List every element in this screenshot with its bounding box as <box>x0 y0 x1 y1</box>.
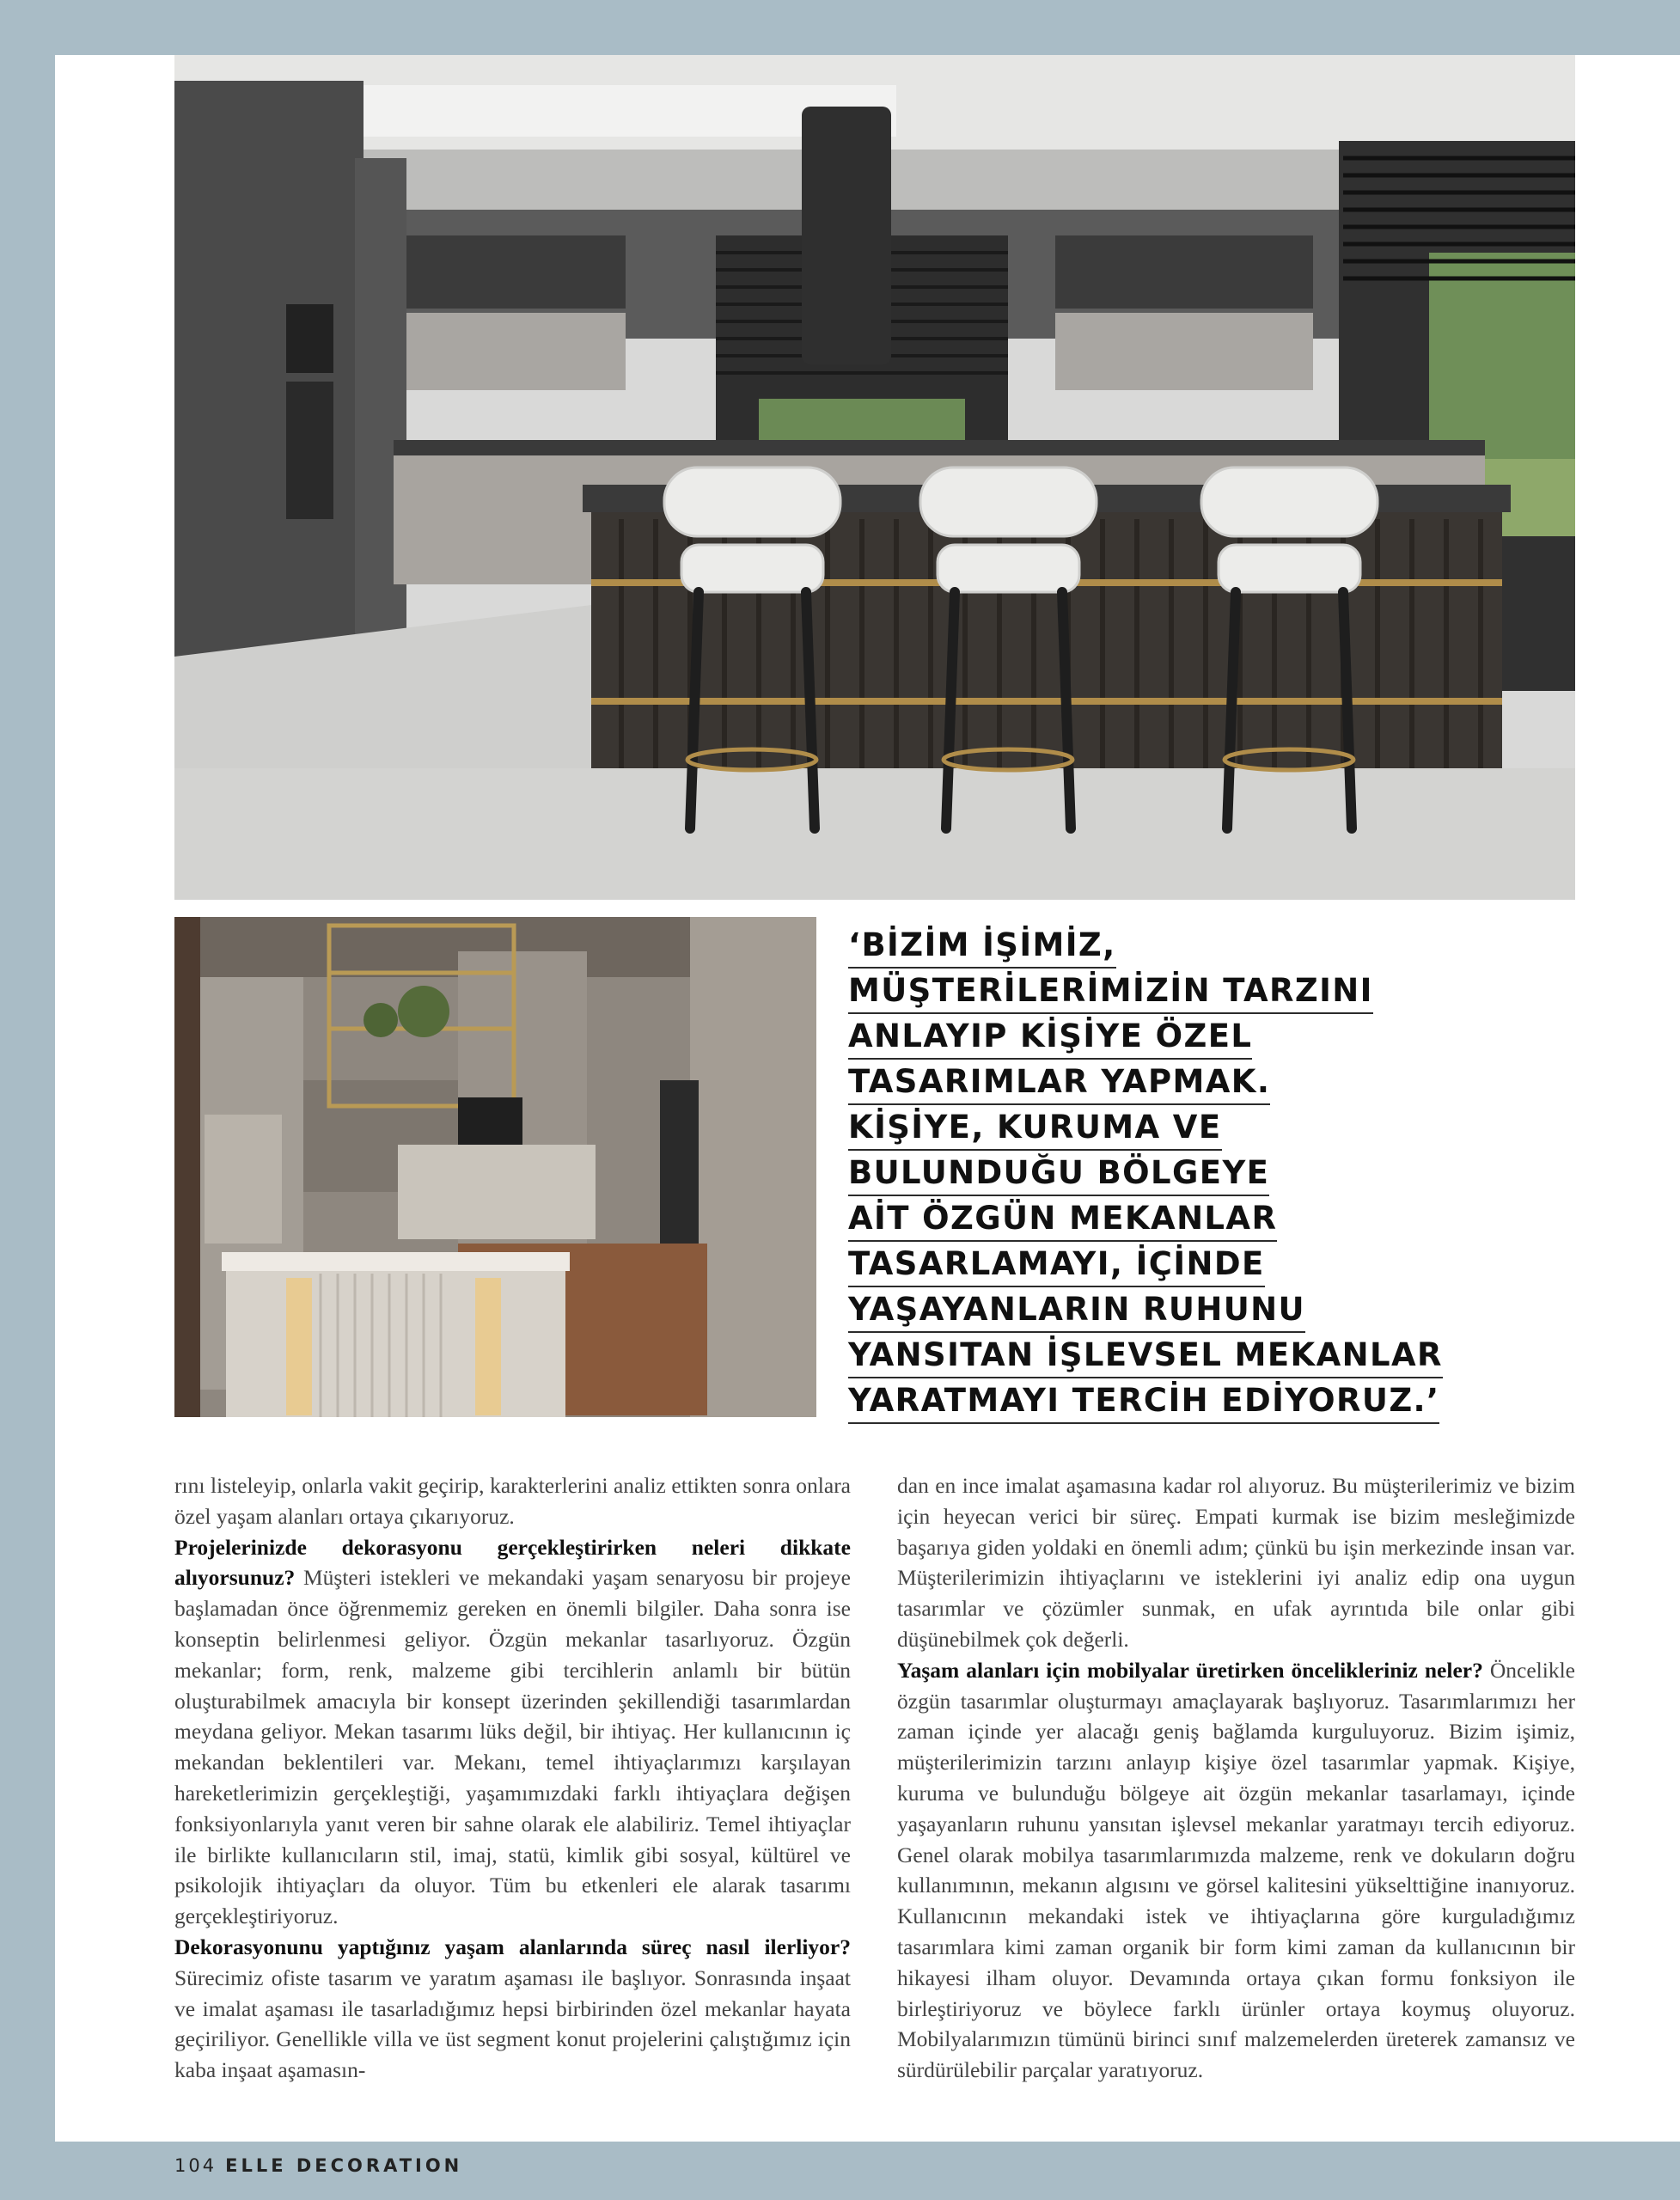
secondary-kitchen-photo <box>174 917 816 1417</box>
pull-quote-line: MÜŞTERİLERİMİZİN TARZINI <box>848 969 1518 1014</box>
pull-quote-line: ANLAYIP KİŞİYE ÖZEL <box>848 1014 1518 1060</box>
body-paragraph: dan en ince imalat aşamasına kadar rol alıyoruz. Bu müşterilerimiz ve bizim için heyecan verici bir süreç. Empati kurmak ise bizim mesleğimizde başarıya giden yoldaki en önemli adım; çünkü bu işin merkezinde insan var. Müşterilerimizin ihtiyaçlarını ve isteklerini iyi analiz edip ona uygun tasarımlar ve çözümler sunmak, en ufak ayrıntıda bile onlar gibi düşünebilmek çok değerli. <box>897 1473 1575 1652</box>
pull-quote-line: AİT ÖZGÜN MEKANLAR <box>848 1196 1518 1242</box>
qa-block <box>897 1655 1575 2086</box>
pull-quote-line: BULUNDUĞU BÖLGEYE <box>848 1151 1518 1196</box>
pull-quote-line: YANSITAN İŞLEVSEL MEKANLAR <box>848 1333 1518 1378</box>
qa-block <box>174 1932 851 2086</box>
pull-quote-line: ‘BİZİM İŞİMİZ, <box>848 923 1518 969</box>
body-paragraph: rını listeleyip, onlarla vakit geçirip, karakterlerini analiz ettikten sonra onlara özel yaşam alanları ortaya çıkarıyoruz. <box>174 1473 851 1529</box>
pull-quote-line: TASARLAMAYI, İÇİNDE <box>848 1242 1518 1287</box>
interview-question: Yaşam alanları için mobilyalar üretirken öncelikleriniz neler? <box>897 1657 1483 1683</box>
pull-quote-line: YAŞAYANLARIN RUHUNU <box>848 1287 1518 1333</box>
interview-answer: Müşteri istekleri ve mekandaki yaşam senaryosu bir projeye başlamadan önce öğrenmemiz gereken en önemli bilgiler. Daha sonra ise konseptin belirlenmesi geliyor. Özgün mekanlar tasarlıyoruz. Özgün mekanlar; form, renk, malzeme gibi tercihlerin anlamlı bir bütün oluşturabilmek amacıyla bir konsept üzerinden şekillendiği tasarımlardan meydana geliyor. Mekan tasarımı lüks değil, bir ihtiyaç. Her kullanıcının iç mekandan beklentileri var. Mekanı, temel ihtiyaçlarımızı karşılayan hareketlerimizin gerçekleştiği, yaşamımızdaki farklı ihtiyaçlara değişen fonksiyonlarıyla yanıt veren bir sahne olarak ele alabiliriz. Temel ihtiyaçlar ile birlikte kullanıcıların stil, imaj, statü, kimlik gibi sosyal, kültürel ve psikolojik ihtiyaçları da oluyor. Tüm bu etkenleri ele alarak tasarımı gerçekleştiriyoruz. <box>174 1565 852 1929</box>
body-column-left <box>174 1470 851 2086</box>
pull-quote-line: TASARIMLAR YAPMAK. <box>848 1060 1518 1105</box>
hero-kitchen-photo <box>174 55 1575 900</box>
magazine-name: ELLE DECORATION <box>225 2155 463 2176</box>
qa-block <box>174 1532 851 1932</box>
magazine-page <box>55 55 1680 2176</box>
interview-question: Dekorasyonunu yaptığınız yaşam alanlarında süreç nasıl ilerliyor? <box>174 1934 851 1959</box>
page-number: 104 <box>174 2155 217 2176</box>
body-column-right <box>897 1470 1575 2086</box>
interview-answer: Öncelikle özgün tasarımlar oluşturmayı amaçlayarak başlıyoruz. Tasarımlarımızı her zaman içinde yer alacağı geniş bağlamda kurguluyoruz. Bizim işimiz, müşterilerimizin tarzını anlayıp kişiye özel tasarımlar yapmak. Kişiye, kuruma ve bulunduğu bölgeye ait özgün mekanlar tasarlamayı, içinde yaşayanların ruhunu yansıtan işlevsel mekanlar yaratmayı tercih ediyoruz. Genel olarak mobilya tasarımlarımızda malzeme, renk ve dokuların doğru kullanımının, mekanın algısını ve görsel kalitesini yükselttiğine inanıyoruz. Kullanıcının mekandaki istek ve ihtiyaçlarına göre kurguladığımız tasarımlara kimi zaman organik bir form kimi zaman da kullanıcının bir hikayesi ilham oluyor. Devamında ortaya çıkan formu fonksiyon ile birleştiriyoruz ve böylece farklı ürünler ortaya koymuş oluyoruz. Mobilyalarımızın tümünü birinci sınıf malzemelerden üreterek zamansız ve sürdürülebilir parçalar yaratıyoruz. <box>897 1657 1575 2083</box>
interview-question: Projelerinizde dekorasyonu gerçekleştirirken neleri dikkate alıyorsunuz? <box>174 1534 851 1591</box>
page-folio <box>174 2155 462 2176</box>
pull-quote-line: KİŞİYE, KURUMA VE <box>848 1105 1518 1151</box>
interview-answer: Sürecimiz ofiste tasarım ve yaratım aşaması ile başlıyor. Sonrasında inşaat ve imalat aşaması ile tasarladığımız hepsi birbirinden özel mekanlar hayata geçiriliyor. Genellikle villa ve üst segment konut projelerini çalıştığımız için kaba inşaat aşamasın- <box>174 1965 851 2083</box>
pull-quote-line: YARATMAYI TERCİH EDİYORUZ.’ <box>848 1378 1518 1424</box>
pull-quote <box>848 923 1518 1424</box>
